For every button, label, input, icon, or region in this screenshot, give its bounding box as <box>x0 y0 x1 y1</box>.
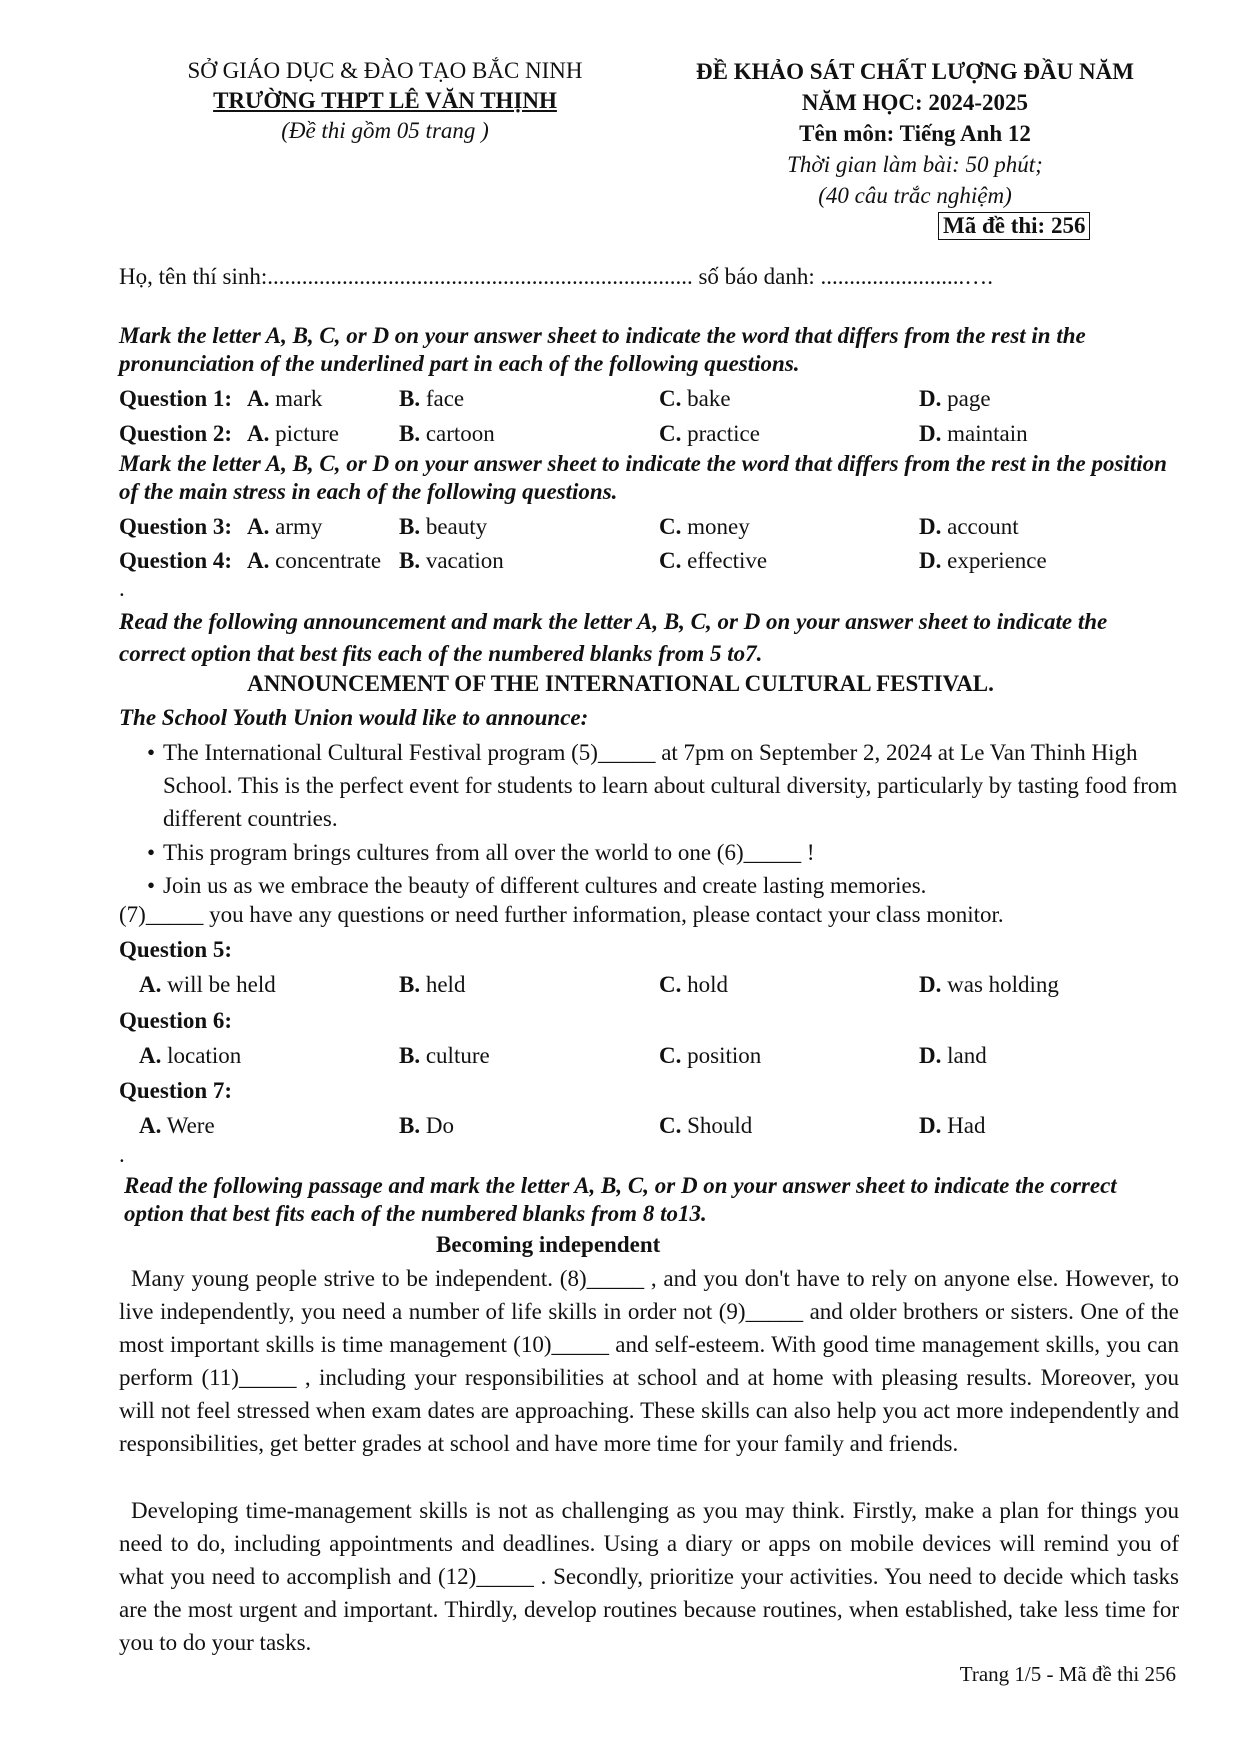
option-b: Do <box>425 1113 454 1138</box>
section1-instruction: Mark the letter A, B, C, or D on your answer sheet to indicate the word that differs from the rest in the pronunciation of the underlined part in each of the following questions. <box>119 323 1086 376</box>
section3-instruction: Read the following announcement and mark the letter A, B, C, or D on your answer sheet to indicate the correct option that best fits each of the numbered blanks from 5 to7. <box>119 609 1108 666</box>
option-a: location <box>167 1043 242 1068</box>
question-row: A. Were B. Do C. Should D. Had <box>139 1113 986 1138</box>
option-c: position <box>687 1043 762 1068</box>
option-d: Had <box>947 1113 986 1138</box>
option-c: bake <box>687 386 731 411</box>
option-a: army <box>275 514 323 539</box>
question-row: A. location B. culture C. position D. land <box>139 1043 987 1068</box>
option-d: land <box>947 1043 987 1068</box>
question-row: Question 4: A. concentrate B. vacation C. effective D. experience <box>119 548 1047 573</box>
question-label: Question 4: <box>119 548 233 573</box>
question-label: Question 3: <box>119 514 233 539</box>
question-label: Question 6: <box>119 1008 233 1033</box>
exam-code: Mã đề thi: 256 <box>938 212 1090 240</box>
option-a: mark <box>275 386 323 411</box>
option-a: Were <box>166 1113 215 1138</box>
option-b: cartoon <box>425 421 495 446</box>
pages-note: (Đề thi gồm 05 trang ) <box>281 118 489 143</box>
question-label: Question 1: <box>119 386 233 411</box>
option-a: will be held <box>167 972 276 997</box>
option-c: hold <box>687 972 729 997</box>
option-c: Should <box>687 1113 753 1138</box>
announcement-bullet: • Join us as we embrace the beauty of different cultures and create lasting memories. <box>163 869 1183 902</box>
subject: Tên môn: Tiếng Anh 12 <box>799 121 1031 146</box>
announcement-closing: (7)_____ you have any questions or need further information, please contact your class monitor. <box>119 902 1004 927</box>
option-b: vacation <box>425 548 504 573</box>
department-name: SỞ GIÁO DỤC & ĐÀO TẠO BẮC NINH <box>187 58 583 83</box>
option-d: account <box>947 514 1019 539</box>
option-d: page <box>947 386 991 411</box>
question-label: Question 7: <box>119 1078 233 1103</box>
option-b: beauty <box>425 514 488 539</box>
option-d: maintain <box>947 421 1028 446</box>
school-year: NĂM HỌC: 2024-2025 <box>801 90 1029 115</box>
header-left <box>150 56 620 146</box>
question-row: Question 2: A. picture B. cartoon C. practice D. maintain <box>119 421 1028 446</box>
header-right <box>665 56 1165 211</box>
option-c: money <box>687 514 750 539</box>
question-row: Question 3: A. army B. beauty C. money D. account <box>119 514 1019 539</box>
exam-title: ĐỀ KHẢO SÁT CHẤT LƯỢNG ĐẦU NĂM <box>696 59 1134 84</box>
exam-time: Thời gian làm bài: 50 phút; <box>787 152 1043 177</box>
announcement-bullet: • This program brings cultures from all over the world to one (6)_____ ! <box>163 836 1183 869</box>
school-name: TRƯỜNG THPT LÊ VĂN THỊNH <box>213 88 557 113</box>
section2-instruction: Mark the letter A, B, C, or D on your answer sheet to indicate the word that differs from the rest in the position of the main stress in each of the following questions. <box>119 451 1167 504</box>
option-d: experience <box>947 548 1047 573</box>
option-c: practice <box>687 421 760 446</box>
question-row: Question 1: A. mark B. face C. bake D. page <box>119 386 991 411</box>
announcement-bullet: • The International Cultural Festival program (5)_____ at 7pm on September 2, 2024 at Le Van Thinh High School. This is the perfect event for students to learn about cultural diversity, particularly by tasting food from different countries. <box>163 736 1183 835</box>
option-b: face <box>425 386 465 411</box>
option-b: culture <box>425 1043 490 1068</box>
question-label: Question 2: <box>119 421 233 446</box>
passage-paragraph: Developing time-management skills is not as challenging as you may think. Firstly, make a plan for things you need to do, including appointments and deadlines. Using a diary or apps on mobile devices will remind you of what you need to accomplish and (12)_____ . Secondly, prioritize your activities. You need to decide which tasks are the most urgent and important. Thirdly, develop routines because routines, when established, take less time for you to do your tasks. <box>119 1498 1179 1655</box>
section4-instruction: Read the following passage and mark the letter A, B, C, or D on your answer sheet to indicate the correct option that best fits each of the numbered blanks from 8 to13. <box>124 1173 1117 1226</box>
page-footer: Trang 1/5 - Mã đề thi 256 <box>959 1662 1176 1686</box>
question-row: A. will be held B. held C. hold D. was holding <box>139 972 1059 997</box>
option-a: concentrate <box>275 548 382 573</box>
candidate-line: Họ, tên thí sinh:.......................................................................... số báo danh: .........................…. <box>119 264 993 289</box>
passage-title: Becoming independent <box>436 1232 661 1257</box>
option-c: effective <box>687 548 768 573</box>
passage-paragraph: Many young people strive to be independent. (8)_____ , and you don't have to rely on anyone else. However, to live independently, you need a number of life skills in order not (9)_____ and older brothers or sisters. One of the most important skills is time management (10)_____ and self-esteem. With good time management skills, you can perform (11)_____ , including your responsibilities at school and at home with pleasing results. Moreover, you will not feel stressed when exam dates are approaching. These skills can also help you act more independently and responsibilities, get better grades at school and have more time for your family and friends. <box>119 1266 1179 1456</box>
option-a: picture <box>275 421 339 446</box>
exam-code-box <box>938 212 1090 240</box>
questions-count: (40 câu trắc nghiệm) <box>818 183 1012 208</box>
question-label: Question 5: <box>119 937 233 962</box>
announcement-intro: The School Youth Union would like to announce: <box>119 705 589 730</box>
stray-dot: . <box>119 1142 125 1167</box>
option-d: was holding <box>947 972 1059 997</box>
option-b: held <box>425 972 466 997</box>
stray-dot: . <box>119 576 125 601</box>
announcement-title: ANNOUNCEMENT OF THE INTERNATIONAL CULTURAL FESTIVAL. <box>247 671 994 696</box>
